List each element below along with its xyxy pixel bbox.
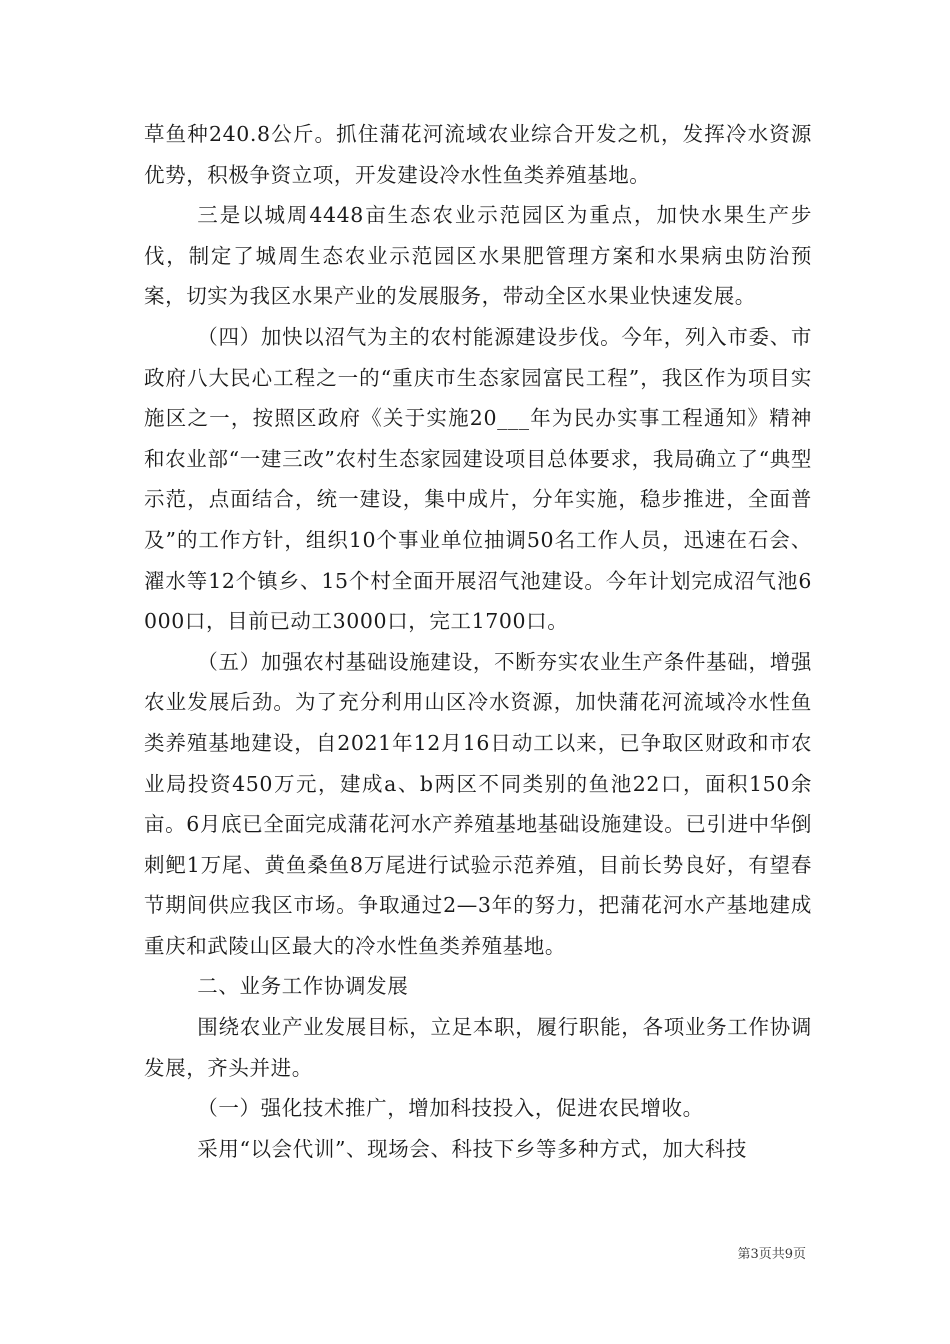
page-number: 第3页共9页 xyxy=(737,1247,806,1262)
paragraph-business-overview: 围绕农业产业发展目标，立足本职，履行职能，各项业务工作协调发展，齐头并进。 xyxy=(144,1015,812,1080)
section-heading-business-work: 二、业务工作协调发展 xyxy=(197,974,409,999)
document-body xyxy=(144,114,812,1169)
paragraph-fruit-production: 三是以城周4448亩生态农业示范园区为重点，加快水果生产步伐，制定了城周生态农业示范园区水果肥管理方案和水果病虫防治预案，切实为我区水果产业的发展服务，带动全区水果业快速发展。 xyxy=(144,203,812,309)
paragraph-continuation: 草鱼种240.8公斤。抓住蒲花河流域农业综合开发之机，发挥冷水资源优势，积极争资立项，开发建设冷水性鱼类养殖基地。 xyxy=(144,122,812,187)
paragraph-infrastructure: （五）加强农村基础设施建设，不断夯实农业生产条件基础，增强农业发展后劲。为了充分利用山区冷水资源，加快蒲花河流域冷水性鱼类养殖基地建设，自2021年12月16日动工以来，已争取区财政和市农业局投资450万元，建成a、b两区不同类别的鱼池22口，面积150余亩。6月底已全面完成蒲花河水产养殖基地基础设施建设。已引进中华倒刺鲃1万尾、黄鱼桑鱼8万尾进行试验示范养殖，目前长势良好，有望春节期间供应我区市场。争取通过2—3年的努力，把蒲花河水产基地建成重庆和武陵山区最大的冷水性鱼类养殖基地。 xyxy=(144,649,812,958)
page-footer xyxy=(0,1246,806,1264)
paragraph-biogas-energy: （四）加快以沼气为主的农村能源建设步伐。今年，列入市委、市政府八大民心工程之一的“重庆市生态家园富民工程”，我区作为项目实施区之一，按照区政府《关于实施20___年为民办实事工程通知》精神和农业部“一建三改”农村生态家园建设项目总体要求，我局确立了“典型示范，点面结合，统一建设，集中成片，分年实施，稳步推进，全面普及”的工作方针，组织10个事业单位抽调50名工作人员，迅速在石会、濯水等12个镇乡、15个村全面开展沼气池建设。今年计划完成沼气池6000口，目前已动工3000口，完工1700口。 xyxy=(144,324,812,634)
paragraph-technology-methods: 采用“以会代训”、现场会、科技下乡等多种方式，加大科技 xyxy=(197,1136,747,1161)
subheading-technology-promotion: （一）强化技术推广，增加科技投入，促进农民增收。 xyxy=(197,1096,704,1121)
